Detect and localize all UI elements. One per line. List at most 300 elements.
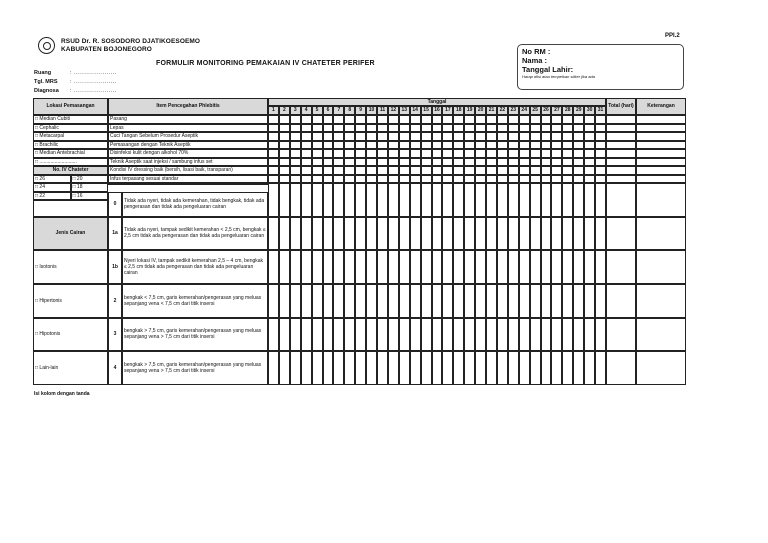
day-cell[interactable] (519, 115, 530, 124)
day-cell[interactable] (333, 115, 344, 124)
day-cell[interactable] (551, 132, 562, 141)
day-cell[interactable] (290, 284, 301, 318)
day-cell[interactable] (475, 132, 486, 141)
day-cell[interactable] (355, 217, 366, 251)
day-cell[interactable] (432, 166, 443, 175)
day-cell[interactable] (530, 124, 541, 133)
day-cell[interactable] (584, 175, 595, 184)
day-cell[interactable] (508, 318, 519, 352)
day-cell[interactable] (475, 284, 486, 318)
day-cell[interactable] (541, 115, 552, 124)
day-cell[interactable] (268, 115, 279, 124)
day-cell[interactable] (366, 250, 377, 284)
day-cell[interactable] (366, 217, 377, 251)
day-cell[interactable] (530, 217, 541, 251)
day-cell[interactable] (508, 124, 519, 133)
day-cell[interactable] (279, 141, 290, 150)
day-cell[interactable] (541, 284, 552, 318)
day-cell[interactable] (366, 149, 377, 158)
day-cell[interactable] (333, 175, 344, 184)
day-cell[interactable] (377, 217, 388, 251)
meta-value-ruang[interactable]: : ..................... (70, 70, 117, 76)
day-cell[interactable] (366, 183, 377, 217)
day-cell[interactable] (519, 141, 530, 150)
day-cell[interactable] (519, 166, 530, 175)
day-cell[interactable] (530, 166, 541, 175)
day-cell[interactable] (301, 158, 312, 167)
day-cell[interactable] (344, 175, 355, 184)
day-cell[interactable] (344, 183, 355, 217)
day-cell[interactable] (333, 124, 344, 133)
day-cell[interactable] (562, 217, 573, 251)
day-cell[interactable] (366, 166, 377, 175)
day-cell[interactable] (453, 318, 464, 352)
day-cell[interactable] (301, 318, 312, 352)
iv-size-option[interactable]: □ 16 (71, 192, 109, 201)
day-cell[interactable] (333, 284, 344, 318)
day-cell[interactable] (453, 217, 464, 251)
day-cell[interactable] (410, 351, 421, 385)
day-cell[interactable] (410, 132, 421, 141)
day-cell[interactable] (551, 141, 562, 150)
day-cell[interactable] (355, 183, 366, 217)
day-cell[interactable] (508, 351, 519, 385)
day-cell[interactable] (344, 217, 355, 251)
day-cell[interactable] (573, 132, 584, 141)
day-cell[interactable] (301, 175, 312, 184)
day-cell[interactable] (464, 158, 475, 167)
day-cell[interactable] (399, 149, 410, 158)
day-cell[interactable] (573, 284, 584, 318)
day-cell[interactable] (355, 175, 366, 184)
keterangan-cell[interactable] (636, 149, 686, 158)
meta-value-tgl-mrs[interactable]: : ..................... (70, 79, 117, 85)
iv-size-option[interactable]: □ 26 (33, 175, 71, 184)
day-cell[interactable] (519, 183, 530, 217)
day-cell[interactable] (497, 141, 508, 150)
day-cell[interactable] (551, 124, 562, 133)
day-cell[interactable] (464, 284, 475, 318)
day-cell[interactable] (323, 124, 334, 133)
day-cell[interactable] (486, 250, 497, 284)
day-cell[interactable] (464, 149, 475, 158)
day-cell[interactable] (541, 217, 552, 251)
day-cell[interactable] (333, 166, 344, 175)
day-cell[interactable] (421, 217, 432, 251)
day-cell[interactable] (584, 149, 595, 158)
keterangan-cell[interactable] (636, 284, 686, 318)
day-cell[interactable] (519, 217, 530, 251)
day-cell[interactable] (323, 166, 334, 175)
lokasi-option[interactable]: □ Cephalic (33, 124, 108, 133)
day-cell[interactable] (486, 217, 497, 251)
day-cell[interactable] (377, 175, 388, 184)
day-cell[interactable] (475, 217, 486, 251)
keterangan-cell[interactable] (636, 217, 686, 251)
day-cell[interactable] (399, 284, 410, 318)
day-cell[interactable] (355, 141, 366, 150)
day-cell[interactable] (508, 166, 519, 175)
day-cell[interactable] (519, 250, 530, 284)
day-cell[interactable] (410, 158, 421, 167)
day-cell[interactable] (355, 166, 366, 175)
day-cell[interactable] (530, 158, 541, 167)
day-cell[interactable] (562, 158, 573, 167)
keterangan-cell[interactable] (636, 158, 686, 167)
lokasi-option[interactable]: □ Median Cubiti (33, 115, 108, 124)
lokasi-option[interactable]: □ ........................... (33, 158, 108, 167)
day-cell[interactable] (312, 183, 323, 217)
day-cell[interactable] (333, 183, 344, 217)
keterangan-cell[interactable] (636, 166, 686, 175)
day-cell[interactable] (475, 158, 486, 167)
day-cell[interactable] (508, 115, 519, 124)
day-cell[interactable] (301, 284, 312, 318)
day-cell[interactable] (344, 132, 355, 141)
day-cell[interactable] (562, 250, 573, 284)
day-cell[interactable] (562, 149, 573, 158)
day-cell[interactable] (497, 149, 508, 158)
day-cell[interactable] (486, 166, 497, 175)
day-cell[interactable] (595, 166, 606, 175)
day-cell[interactable] (432, 351, 443, 385)
day-cell[interactable] (584, 284, 595, 318)
day-cell[interactable] (508, 217, 519, 251)
day-cell[interactable] (541, 158, 552, 167)
day-cell[interactable] (508, 158, 519, 167)
day-cell[interactable] (279, 318, 290, 352)
day-cell[interactable] (312, 175, 323, 184)
day-cell[interactable] (333, 158, 344, 167)
day-cell[interactable] (464, 175, 475, 184)
day-cell[interactable] (573, 217, 584, 251)
day-cell[interactable] (268, 318, 279, 352)
day-cell[interactable] (584, 250, 595, 284)
day-cell[interactable] (268, 158, 279, 167)
day-cell[interactable] (268, 217, 279, 251)
day-cell[interactable] (388, 351, 399, 385)
day-cell[interactable] (595, 250, 606, 284)
day-cell[interactable] (442, 217, 453, 251)
day-cell[interactable] (312, 250, 323, 284)
day-cell[interactable] (268, 166, 279, 175)
day-cell[interactable] (421, 124, 432, 133)
day-cell[interactable] (453, 250, 464, 284)
day-cell[interactable] (453, 141, 464, 150)
day-cell[interactable] (573, 250, 584, 284)
day-cell[interactable] (377, 124, 388, 133)
day-cell[interactable] (453, 132, 464, 141)
day-cell[interactable] (432, 132, 443, 141)
day-cell[interactable] (541, 124, 552, 133)
day-cell[interactable] (519, 124, 530, 133)
day-cell[interactable] (584, 166, 595, 175)
day-cell[interactable] (508, 149, 519, 158)
day-cell[interactable] (399, 183, 410, 217)
day-cell[interactable] (475, 166, 486, 175)
day-cell[interactable] (453, 183, 464, 217)
day-cell[interactable] (421, 149, 432, 158)
day-cell[interactable] (323, 158, 334, 167)
day-cell[interactable] (453, 175, 464, 184)
day-cell[interactable] (279, 124, 290, 133)
day-cell[interactable] (497, 124, 508, 133)
day-cell[interactable] (290, 183, 301, 217)
day-cell[interactable] (475, 318, 486, 352)
day-cell[interactable] (442, 124, 453, 133)
day-cell[interactable] (268, 284, 279, 318)
day-cell[interactable] (453, 166, 464, 175)
day-cell[interactable] (562, 124, 573, 133)
day-cell[interactable] (388, 318, 399, 352)
day-cell[interactable] (323, 217, 334, 251)
day-cell[interactable] (410, 250, 421, 284)
day-cell[interactable] (595, 183, 606, 217)
day-cell[interactable] (562, 132, 573, 141)
cairan-option[interactable]: □ Lain-lain (33, 351, 108, 385)
day-cell[interactable] (312, 141, 323, 150)
day-cell[interactable] (344, 115, 355, 124)
day-cell[interactable] (344, 318, 355, 352)
day-cell[interactable] (290, 175, 301, 184)
day-cell[interactable] (464, 132, 475, 141)
day-cell[interactable] (541, 175, 552, 184)
day-cell[interactable] (475, 141, 486, 150)
day-cell[interactable] (290, 250, 301, 284)
day-cell[interactable] (508, 175, 519, 184)
day-cell[interactable] (421, 115, 432, 124)
keterangan-cell[interactable] (636, 141, 686, 150)
day-cell[interactable] (388, 132, 399, 141)
day-cell[interactable] (399, 351, 410, 385)
day-cell[interactable] (595, 284, 606, 318)
day-cell[interactable] (442, 175, 453, 184)
day-cell[interactable] (442, 141, 453, 150)
day-cell[interactable] (268, 141, 279, 150)
day-cell[interactable] (530, 141, 541, 150)
day-cell[interactable] (290, 217, 301, 251)
day-cell[interactable] (421, 175, 432, 184)
day-cell[interactable] (410, 217, 421, 251)
day-cell[interactable] (290, 318, 301, 352)
day-cell[interactable] (486, 141, 497, 150)
day-cell[interactable] (519, 149, 530, 158)
day-cell[interactable] (530, 284, 541, 318)
day-cell[interactable] (377, 351, 388, 385)
day-cell[interactable] (290, 166, 301, 175)
day-cell[interactable] (366, 158, 377, 167)
day-cell[interactable] (366, 115, 377, 124)
day-cell[interactable] (497, 132, 508, 141)
day-cell[interactable] (377, 115, 388, 124)
day-cell[interactable] (432, 124, 443, 133)
day-cell[interactable] (475, 175, 486, 184)
day-cell[interactable] (486, 132, 497, 141)
day-cell[interactable] (323, 149, 334, 158)
day-cell[interactable] (595, 158, 606, 167)
day-cell[interactable] (453, 284, 464, 318)
day-cell[interactable] (442, 183, 453, 217)
day-cell[interactable] (584, 351, 595, 385)
day-cell[interactable] (464, 318, 475, 352)
day-cell[interactable] (453, 115, 464, 124)
day-cell[interactable] (453, 158, 464, 167)
day-cell[interactable] (410, 149, 421, 158)
day-cell[interactable] (486, 124, 497, 133)
day-cell[interactable] (497, 351, 508, 385)
day-cell[interactable] (279, 217, 290, 251)
day-cell[interactable] (464, 183, 475, 217)
day-cell[interactable] (584, 124, 595, 133)
day-cell[interactable] (432, 284, 443, 318)
day-cell[interactable] (442, 166, 453, 175)
total-cell[interactable] (606, 351, 636, 385)
day-cell[interactable] (519, 132, 530, 141)
day-cell[interactable] (453, 351, 464, 385)
day-cell[interactable] (573, 318, 584, 352)
total-cell[interactable] (606, 124, 636, 133)
day-cell[interactable] (399, 318, 410, 352)
day-cell[interactable] (290, 351, 301, 385)
day-cell[interactable] (399, 250, 410, 284)
day-cell[interactable] (453, 149, 464, 158)
day-cell[interactable] (464, 217, 475, 251)
day-cell[interactable] (573, 183, 584, 217)
day-cell[interactable] (432, 250, 443, 284)
day-cell[interactable] (530, 250, 541, 284)
day-cell[interactable] (312, 124, 323, 133)
keterangan-cell[interactable] (636, 175, 686, 184)
day-cell[interactable] (279, 175, 290, 184)
day-cell[interactable] (508, 141, 519, 150)
keterangan-cell[interactable] (636, 318, 686, 352)
day-cell[interactable] (551, 183, 562, 217)
day-cell[interactable] (290, 115, 301, 124)
day-cell[interactable] (486, 284, 497, 318)
day-cell[interactable] (508, 183, 519, 217)
day-cell[interactable] (399, 158, 410, 167)
day-cell[interactable] (344, 158, 355, 167)
day-cell[interactable] (497, 175, 508, 184)
day-cell[interactable] (519, 158, 530, 167)
day-cell[interactable] (388, 183, 399, 217)
day-cell[interactable] (541, 250, 552, 284)
day-cell[interactable] (421, 166, 432, 175)
day-cell[interactable] (541, 351, 552, 385)
day-cell[interactable] (312, 351, 323, 385)
day-cell[interactable] (442, 250, 453, 284)
day-cell[interactable] (497, 166, 508, 175)
patient-id-box[interactable] (517, 44, 684, 90)
day-cell[interactable] (475, 183, 486, 217)
day-cell[interactable] (595, 141, 606, 150)
day-cell[interactable] (584, 217, 595, 251)
day-cell[interactable] (323, 175, 334, 184)
day-cell[interactable] (475, 124, 486, 133)
day-cell[interactable] (279, 115, 290, 124)
day-cell[interactable] (508, 132, 519, 141)
day-cell[interactable] (584, 132, 595, 141)
day-cell[interactable] (442, 284, 453, 318)
day-cell[interactable] (344, 166, 355, 175)
day-cell[interactable] (377, 183, 388, 217)
day-cell[interactable] (541, 183, 552, 217)
day-cell[interactable] (530, 115, 541, 124)
day-cell[interactable] (399, 217, 410, 251)
day-cell[interactable] (475, 149, 486, 158)
day-cell[interactable] (399, 175, 410, 184)
lokasi-option[interactable]: □ Brachilic (33, 141, 108, 150)
day-cell[interactable] (377, 132, 388, 141)
day-cell[interactable] (355, 250, 366, 284)
day-cell[interactable] (573, 149, 584, 158)
day-cell[interactable] (519, 351, 530, 385)
day-cell[interactable] (344, 250, 355, 284)
day-cell[interactable] (442, 351, 453, 385)
day-cell[interactable] (497, 318, 508, 352)
day-cell[interactable] (573, 166, 584, 175)
day-cell[interactable] (333, 132, 344, 141)
day-cell[interactable] (333, 250, 344, 284)
day-cell[interactable] (388, 141, 399, 150)
day-cell[interactable] (312, 318, 323, 352)
total-cell[interactable] (606, 141, 636, 150)
day-cell[interactable] (301, 250, 312, 284)
day-cell[interactable] (530, 175, 541, 184)
day-cell[interactable] (355, 124, 366, 133)
day-cell[interactable] (301, 217, 312, 251)
day-cell[interactable] (475, 351, 486, 385)
total-cell[interactable] (606, 183, 636, 217)
day-cell[interactable] (432, 158, 443, 167)
day-cell[interactable] (562, 284, 573, 318)
day-cell[interactable] (323, 183, 334, 217)
day-cell[interactable] (290, 158, 301, 167)
day-cell[interactable] (355, 284, 366, 318)
day-cell[interactable] (377, 250, 388, 284)
day-cell[interactable] (595, 175, 606, 184)
day-cell[interactable] (519, 318, 530, 352)
day-cell[interactable] (497, 183, 508, 217)
day-cell[interactable] (595, 132, 606, 141)
day-cell[interactable] (323, 351, 334, 385)
day-cell[interactable] (573, 141, 584, 150)
day-cell[interactable] (464, 250, 475, 284)
day-cell[interactable] (355, 351, 366, 385)
day-cell[interactable] (584, 115, 595, 124)
cairan-option[interactable]: □ Hipotonis (33, 318, 108, 352)
day-cell[interactable] (290, 132, 301, 141)
day-cell[interactable] (301, 149, 312, 158)
day-cell[interactable] (290, 141, 301, 150)
day-cell[interactable] (562, 141, 573, 150)
total-cell[interactable] (606, 158, 636, 167)
day-cell[interactable] (355, 132, 366, 141)
day-cell[interactable] (290, 124, 301, 133)
day-cell[interactable] (399, 115, 410, 124)
day-cell[interactable] (464, 141, 475, 150)
day-cell[interactable] (595, 149, 606, 158)
total-cell[interactable] (606, 284, 636, 318)
day-cell[interactable] (279, 166, 290, 175)
day-cell[interactable] (333, 351, 344, 385)
day-cell[interactable] (388, 115, 399, 124)
day-cell[interactable] (268, 351, 279, 385)
iv-size-option[interactable]: □ 24 (33, 183, 71, 192)
day-cell[interactable] (584, 158, 595, 167)
day-cell[interactable] (344, 124, 355, 133)
day-cell[interactable] (279, 183, 290, 217)
